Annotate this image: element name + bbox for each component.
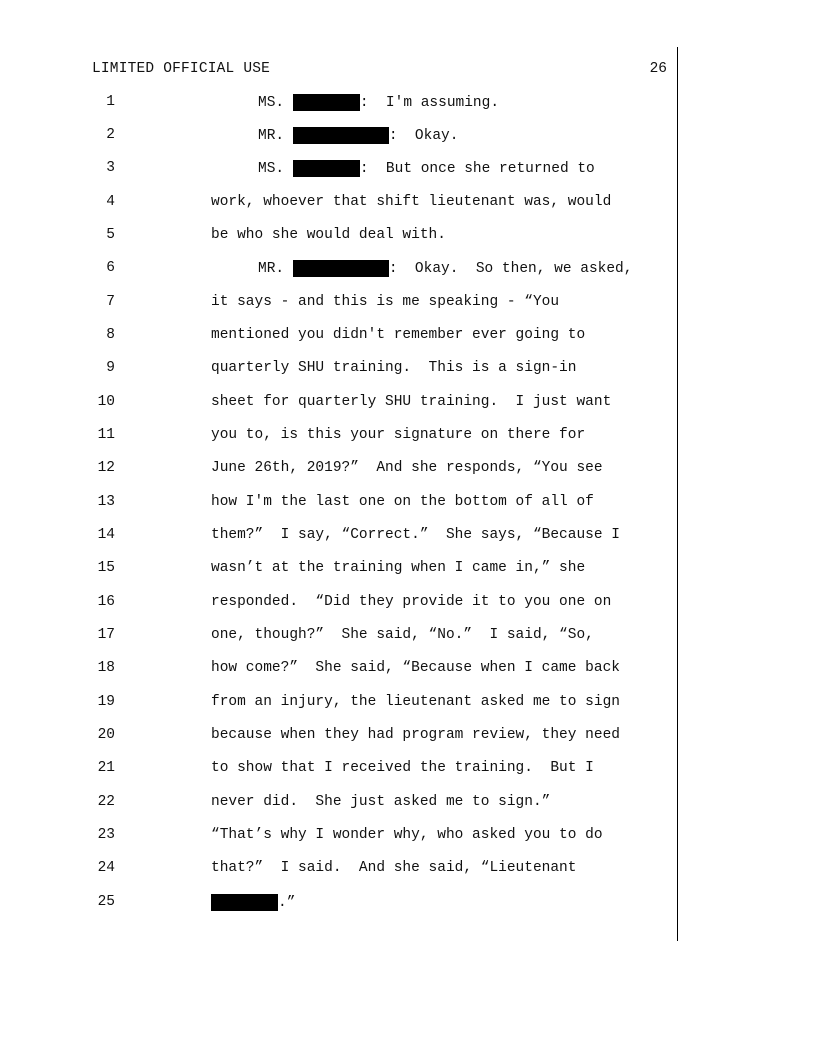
transcript-line-1 [0,94,676,114]
transcript-line-11 [0,427,676,447]
line-number: 12 [97,460,115,476]
transcript-line-10 [0,394,676,414]
transcript-line-3 [0,160,676,180]
speaker-prefix: MR. [258,127,293,144]
line-number: 9 [106,360,115,376]
transcript-line-18 [0,660,676,680]
transcript-line-16 [0,594,676,614]
transcript-line-9 [0,360,676,380]
line-number: 6 [106,260,115,276]
transcript-line-2 [0,127,676,147]
transcript-line-4 [0,194,676,214]
line-text: be who she would deal with. [211,227,446,243]
transcript-line-25 [0,894,676,914]
line-number: 1 [106,94,115,110]
line-text: never did. She just asked me to sign.” [211,794,551,810]
speaker-prefix: MS. [258,94,293,111]
transcript-line-6 [0,260,676,280]
line-number: 16 [97,594,115,610]
line-text: sheet for quarterly SHU training. I just want [211,394,612,410]
page-number: 26 [649,61,667,77]
line-text: “That’s why I wonder why, who asked you to do [211,827,603,843]
line-number: 13 [97,494,115,510]
line-number: 24 [97,860,115,876]
speech-text: : Okay. [388,127,459,144]
line-text: responded. “Did they provide it to you one on [211,594,612,610]
line-text: one, though?” She said, “No.” I said, “So, [211,627,594,643]
line-text [258,94,499,111]
transcript-line-21 [0,760,676,780]
speaker-prefix: MS. [258,160,293,177]
line-text: from an injury, the lieutenant asked me to sign [211,694,620,710]
line-number: 2 [106,127,115,143]
redaction-bar [293,260,389,277]
line-number: 10 [97,394,115,410]
line-number: 23 [97,827,115,843]
speaker-prefix: MR. [258,260,293,277]
transcript-line-17 [0,627,676,647]
transcript-line-22 [0,794,676,814]
line-text: because when they had program review, they need [211,727,620,743]
speech-text: : I'm assuming. [359,94,500,111]
speech-text: .” [278,894,296,911]
line-number: 11 [97,427,115,443]
line-number: 22 [97,794,115,810]
line-text: how I'm the last one on the bottom of all of [211,494,594,510]
transcript-line-7 [0,294,676,314]
line-text: wasn’t at the training when I came in,” she [211,560,586,576]
line-text [258,160,595,177]
transcript-line-15 [0,560,676,580]
line-text: it says - and this is me speaking - “You [211,294,560,310]
transcript-line-20 [0,727,676,747]
classification-marking: LIMITED OFFICIAL USE [92,61,271,77]
speech-text: : But once she returned to [359,160,595,177]
redaction-bar [293,160,360,177]
line-text [258,127,458,144]
transcript-line-12 [0,460,676,480]
line-number: 25 [97,894,115,910]
redaction-bar [211,894,278,911]
transcript-line-5 [0,227,676,247]
speech-text: : Okay. So then, we asked, [388,260,633,277]
line-number: 3 [106,160,115,176]
redaction-bar [293,127,389,144]
line-number: 15 [97,560,115,576]
line-number: 8 [106,327,115,343]
line-text: quarterly SHU training. This is a sign-in [211,360,577,376]
line-number: 19 [97,694,115,710]
line-number: 4 [106,194,115,210]
line-number: 14 [97,527,115,543]
transcript-line-23 [0,827,676,847]
line-text: that?” I said. And she said, “Lieutenant [211,860,577,876]
line-text: how come?” She said, “Because when I came back [211,660,620,676]
transcript-line-8 [0,327,676,347]
line-text: June 26th, 2019?” And she responds, “You see [211,460,603,476]
line-text: work, whoever that shift lieutenant was, would [211,194,612,210]
transcript-line-13 [0,494,676,514]
line-number: 20 [97,727,115,743]
line-text [258,260,632,277]
line-number: 7 [106,294,115,310]
line-number: 17 [97,627,115,643]
line-text: mentioned you didn't remember ever going to [211,327,586,343]
right-margin-rule [677,47,678,941]
transcript-line-24 [0,860,676,880]
line-number: 21 [97,760,115,776]
transcript-line-14 [0,527,676,547]
line-text: you to, is this your signature on there for [211,427,586,443]
line-text: them?” I say, “Correct.” She says, “Because I [211,527,620,543]
line-number: 5 [106,227,115,243]
transcript-line-19 [0,694,676,714]
line-number: 18 [97,660,115,676]
line-text [211,894,295,911]
line-text: to show that I received the training. But I [211,760,594,776]
redaction-bar [293,94,360,111]
